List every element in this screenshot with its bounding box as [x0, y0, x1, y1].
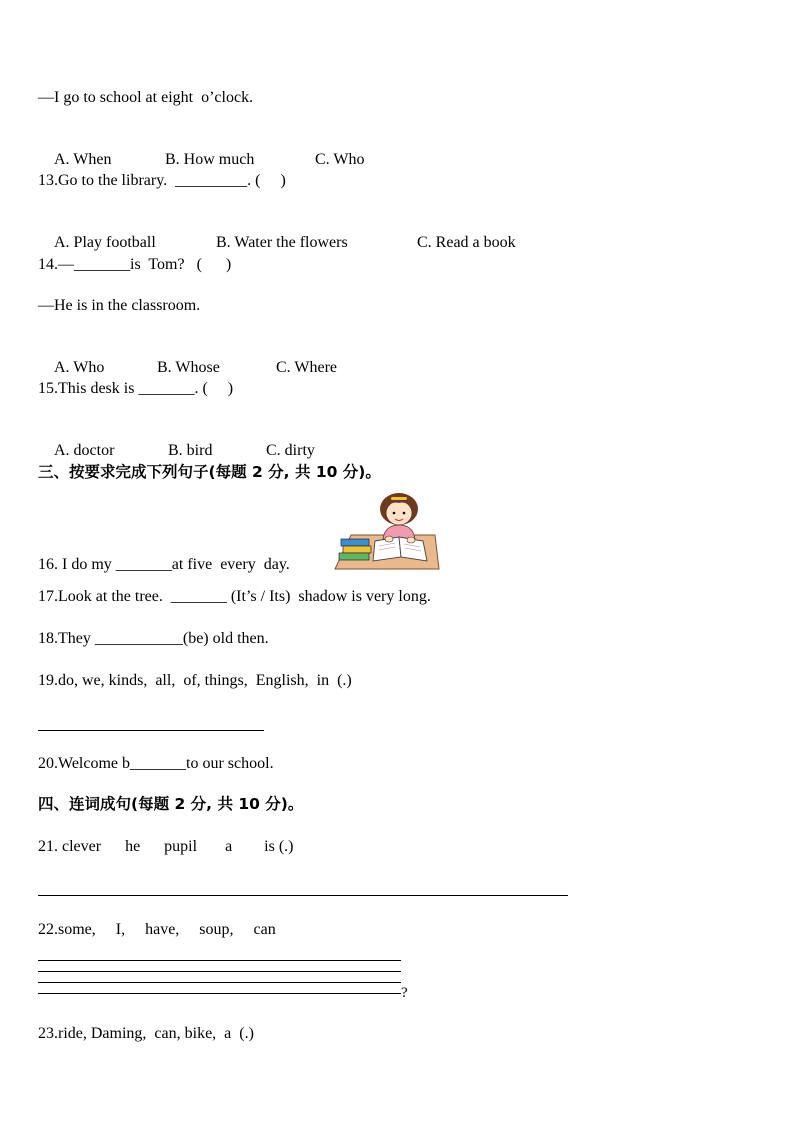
q14-answer-line: —He is in the classroom. — [38, 297, 201, 314]
q15-option-b: B. bird — [168, 442, 213, 459]
q13-question: 13.Go to the library. _________. ( ) — [38, 172, 286, 189]
q12-option-b: B. How much — [165, 151, 255, 168]
q23-question: 23.ride, Daming, can, bike, a (.) — [38, 1025, 254, 1042]
q16-question: 16. I do my _______at five every day. — [38, 556, 290, 573]
q15-option-a: A. doctor — [54, 442, 115, 459]
girl-reading-illustration — [331, 491, 441, 571]
q22-answer-line-3 — [38, 982, 401, 983]
q14-question: 14.—_______is Tom? ( ) — [38, 256, 232, 273]
q12-answer-line: —I go to school at eight o’clock. — [38, 89, 254, 106]
q14-option-c: C. Where — [276, 359, 338, 376]
q17-question: 17.Look at the tree. _______ (It’s / Its) shadow is very long. — [38, 588, 431, 605]
q22-answer-line-2 — [38, 971, 401, 972]
q13-option-b: B. Water the flowers — [216, 234, 348, 251]
q22-question: 22.some, I, have, soup, can — [38, 921, 276, 938]
q14-option-b: B. Whose — [157, 359, 220, 376]
q12-option-c: C. Who — [315, 151, 365, 168]
q22-answer-line-1 — [38, 960, 401, 961]
section-3-title: 三、按要求完成下列句子(每题 2 分, 共 10 分)。 — [38, 463, 381, 481]
q13-option-c: C. Read a book — [417, 234, 516, 251]
q18-question: 18.They ___________(be) old then. — [38, 630, 269, 647]
q19-answer-line — [38, 730, 264, 731]
q14-option-a: A. Who — [54, 359, 105, 376]
q15-option-c: C. dirty — [266, 442, 315, 459]
q22-answer-line-4 — [38, 993, 401, 994]
q12-option-a: A. When — [54, 151, 112, 168]
q13-option-a: A. Play football — [54, 234, 156, 251]
q20-question: 20.Welcome b_______to our school. — [38, 755, 274, 772]
q22-question-mark: ? — [401, 985, 408, 1001]
q21-answer-line — [38, 895, 568, 896]
q19-question: 19.do, we, kinds, all, of, things, English, in (.) — [38, 672, 352, 689]
section-4-title: 四、连词成句(每题 2 分, 共 10 分)。 — [38, 795, 304, 813]
q15-question: 15.This desk is _______. ( ) — [38, 380, 234, 397]
q21-question: 21. clever he pupil a is (.) — [38, 838, 294, 855]
